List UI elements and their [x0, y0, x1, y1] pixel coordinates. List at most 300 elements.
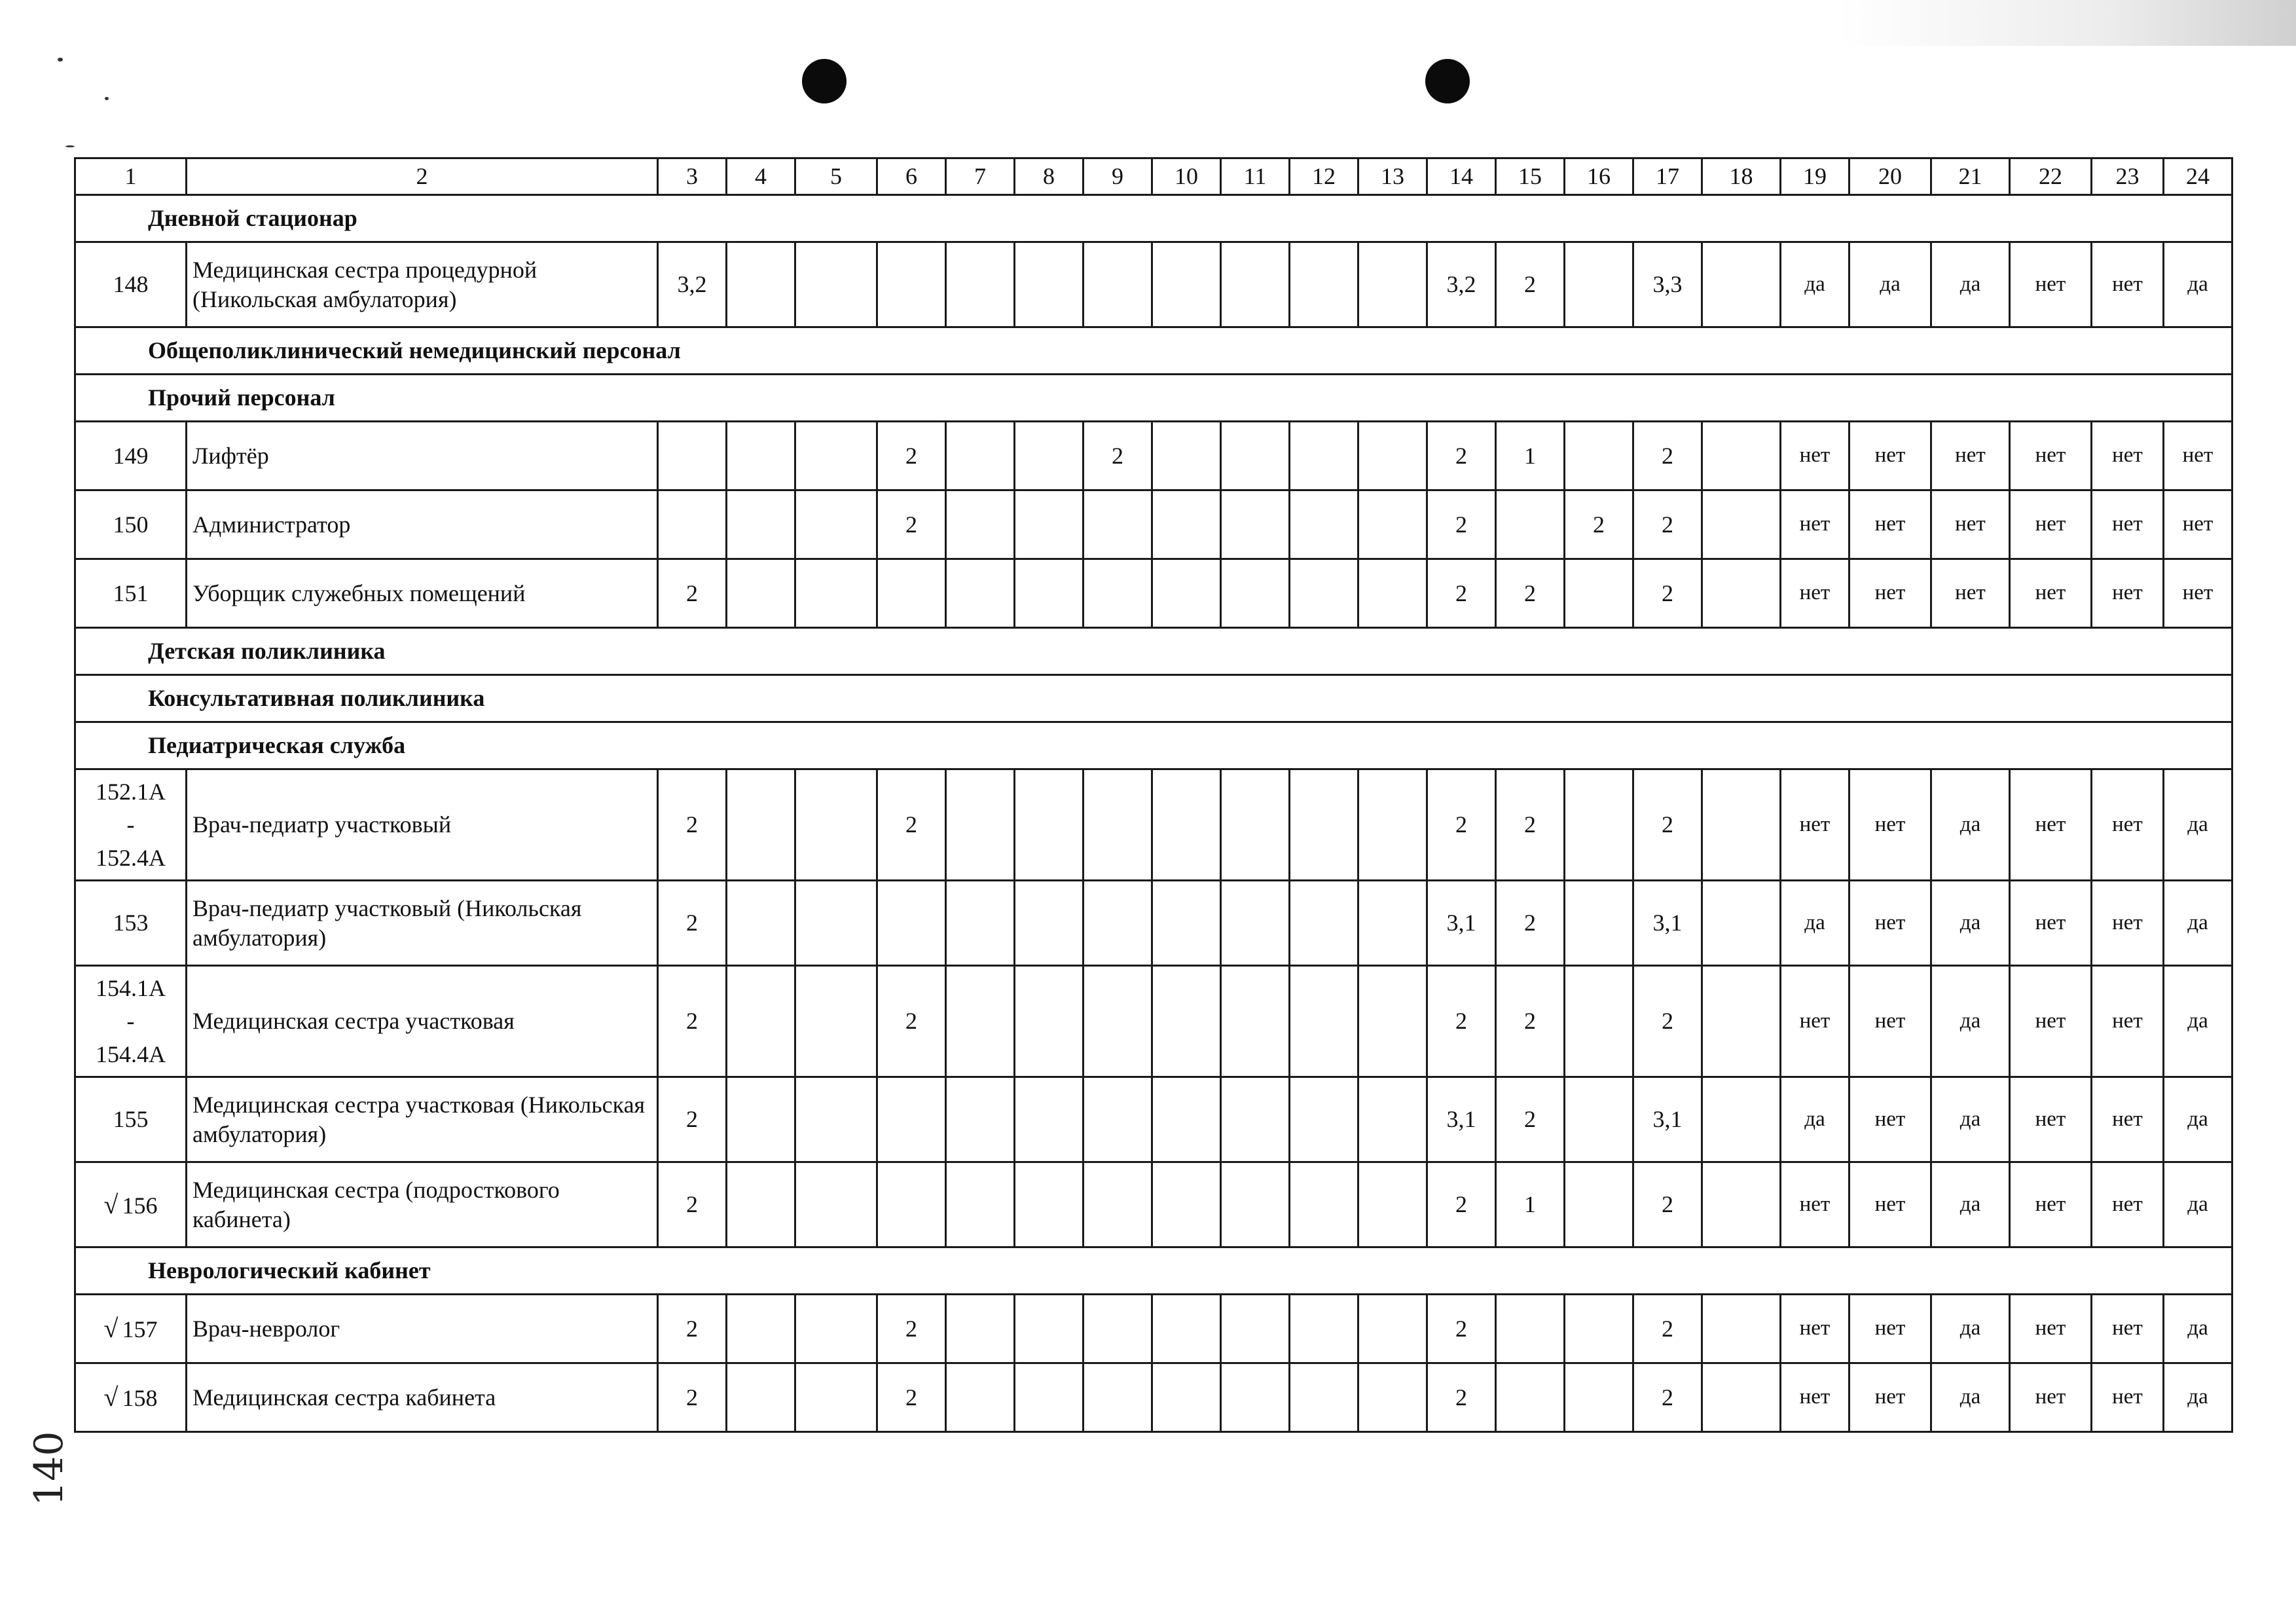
value-cell-col9: 2 [1084, 422, 1152, 490]
row-number-text: 156 [122, 1192, 158, 1219]
value-cell-col7 [946, 1077, 1015, 1162]
yes-no-cell-col19: нет [1781, 490, 1850, 559]
value-cell-col11 [1221, 1363, 1290, 1432]
value-cell-col17: 2 [1633, 422, 1702, 490]
position-name: Врач-педиатр участковый [187, 769, 658, 881]
value-cell-col6: 2 [877, 1295, 946, 1363]
value-cell-col6: 2 [877, 769, 946, 881]
value-cell-col18 [1702, 966, 1781, 1077]
value-cell-col14: 3,2 [1427, 242, 1496, 327]
value-cell-col18 [1702, 1295, 1781, 1363]
scan-speck [105, 97, 109, 100]
value-cell-col6: 2 [877, 966, 946, 1077]
yes-no-cell-col20: нет [1850, 1295, 1931, 1363]
value-cell-col5 [795, 422, 877, 490]
section-title: Дневной стационар [75, 195, 2232, 242]
value-cell-col17: 2 [1633, 559, 1702, 628]
yes-no-cell-col21: да [1931, 966, 2010, 1077]
yes-no-cell-col19: нет [1781, 1162, 1850, 1247]
value-cell-col10 [1152, 559, 1221, 628]
value-cell-col9 [1084, 769, 1152, 881]
value-cell-col15: 2 [1496, 881, 1565, 966]
column-number-7: 7 [946, 158, 1015, 195]
row-number-text: 153 [113, 910, 149, 936]
value-cell-col13 [1358, 966, 1427, 1077]
value-cell-col4 [727, 490, 795, 559]
yes-no-cell-col23: нет [2092, 1295, 2164, 1363]
table-row [75, 966, 2232, 1077]
value-cell-col3 [658, 490, 727, 559]
value-cell-col9 [1084, 490, 1152, 559]
yes-no-cell-col23: нет [2092, 1162, 2164, 1247]
value-cell-col5 [795, 1295, 877, 1363]
value-cell-col16 [1565, 559, 1633, 628]
value-cell-col8 [1015, 769, 1084, 881]
value-cell-col10 [1152, 242, 1221, 327]
yes-no-cell-col20: нет [1850, 422, 1931, 490]
position-name: Медицинская сестра (подросткового кабинета) [187, 1162, 658, 1247]
row-number [75, 490, 187, 559]
column-number-24: 24 [2164, 158, 2232, 195]
yes-no-cell-col24: нет [2164, 559, 2232, 628]
table-row [75, 1162, 2232, 1247]
value-cell-col15: 2 [1496, 559, 1565, 628]
value-cell-col11 [1221, 242, 1290, 327]
row-number-text: 150 [113, 511, 149, 538]
row-number [75, 1363, 187, 1432]
value-cell-col18 [1702, 1162, 1781, 1247]
value-cell-col6 [877, 881, 946, 966]
yes-no-cell-col19: нет [1781, 966, 1850, 1077]
value-cell-col6 [877, 559, 946, 628]
yes-no-cell-col22: нет [2010, 966, 2092, 1077]
yes-no-cell-col24: да [2164, 966, 2232, 1077]
value-cell-col3: 3,2 [658, 242, 727, 327]
section-title: Консультативная поликлиника [75, 675, 2232, 722]
column-number-15: 15 [1496, 158, 1565, 195]
column-number-13: 13 [1358, 158, 1427, 195]
yes-no-cell-col22: нет [2010, 1162, 2092, 1247]
value-cell-col9 [1084, 1162, 1152, 1247]
yes-no-cell-col19: нет [1781, 769, 1850, 881]
value-cell-col18 [1702, 1363, 1781, 1432]
yes-no-cell-col21: да [1931, 881, 2010, 966]
yes-no-cell-col23: нет [2092, 881, 2164, 966]
value-cell-col8 [1015, 490, 1084, 559]
handwritten-check-mark: √ [103, 1314, 118, 1343]
value-cell-col12 [1290, 422, 1358, 490]
value-cell-col16 [1565, 1162, 1633, 1247]
yes-no-cell-col20: да [1850, 242, 1931, 327]
value-cell-col17: 2 [1633, 1295, 1702, 1363]
value-cell-col3: 2 [658, 1363, 727, 1432]
value-cell-col3: 2 [658, 1295, 727, 1363]
value-cell-col16: 2 [1565, 490, 1633, 559]
row-number [75, 1295, 187, 1363]
value-cell-col3: 2 [658, 1162, 727, 1247]
section-row [75, 1247, 2232, 1295]
yes-no-cell-col24: нет [2164, 422, 2232, 490]
value-cell-col5 [795, 881, 877, 966]
column-number-2: 2 [187, 158, 658, 195]
value-cell-col14: 2 [1427, 966, 1496, 1077]
value-cell-col13 [1358, 559, 1427, 628]
yes-no-cell-col22: нет [2010, 490, 2092, 559]
value-cell-col16 [1565, 769, 1633, 881]
value-cell-col5 [795, 242, 877, 327]
position-name: Медицинская сестра участковая [187, 966, 658, 1077]
value-cell-col18 [1702, 422, 1781, 490]
value-cell-col18 [1702, 769, 1781, 881]
value-cell-col7 [946, 1162, 1015, 1247]
value-cell-col5 [795, 769, 877, 881]
value-cell-col14: 2 [1427, 559, 1496, 628]
value-cell-col14: 2 [1427, 769, 1496, 881]
value-cell-col4 [727, 1295, 795, 1363]
punch-hole-left [802, 59, 847, 103]
yes-no-cell-col22: нет [2010, 1295, 2092, 1363]
yes-no-cell-col22: нет [2010, 769, 2092, 881]
yes-no-cell-col24: да [2164, 769, 2232, 881]
value-cell-col9 [1084, 1295, 1152, 1363]
value-cell-col12 [1290, 966, 1358, 1077]
yes-no-cell-col22: нет [2010, 422, 2092, 490]
value-cell-col11 [1221, 966, 1290, 1077]
section-title: Педиатрическая служба [75, 722, 2232, 769]
value-cell-col4 [727, 559, 795, 628]
value-cell-col9 [1084, 881, 1152, 966]
value-cell-col13 [1358, 1363, 1427, 1432]
row-number [75, 559, 187, 628]
section-row [75, 722, 2232, 769]
value-cell-col7 [946, 490, 1015, 559]
value-cell-col10 [1152, 422, 1221, 490]
yes-no-cell-col20: нет [1850, 1162, 1931, 1247]
table-row [75, 490, 2232, 559]
row-number-text: 151 [113, 580, 149, 606]
yes-no-cell-col23: нет [2092, 490, 2164, 559]
yes-no-cell-col19: нет [1781, 422, 1850, 490]
value-cell-col15 [1496, 1295, 1565, 1363]
position-name: Медицинская сестра процедурной (Никольская амбулатория) [187, 242, 658, 327]
yes-no-cell-col19: да [1781, 1077, 1850, 1162]
row-number-text: 149 [113, 442, 149, 469]
section-row [75, 327, 2232, 375]
value-cell-col3: 2 [658, 1077, 727, 1162]
yes-no-cell-col24: нет [2164, 490, 2232, 559]
yes-no-cell-col23: нет [2092, 559, 2164, 628]
column-number-16: 16 [1565, 158, 1633, 195]
value-cell-col11 [1221, 1077, 1290, 1162]
value-cell-col13 [1358, 242, 1427, 327]
yes-no-cell-col24: да [2164, 1363, 2232, 1432]
value-cell-col13 [1358, 422, 1427, 490]
row-number-text: 155 [113, 1106, 149, 1132]
value-cell-col3: 2 [658, 559, 727, 628]
value-cell-col15: 1 [1496, 1162, 1565, 1247]
value-cell-col18 [1702, 1077, 1781, 1162]
value-cell-col7 [946, 1295, 1015, 1363]
value-cell-col5 [795, 966, 877, 1077]
table-row [75, 1363, 2232, 1432]
value-cell-col17: 3,3 [1633, 242, 1702, 327]
yes-no-cell-col21: да [1931, 1162, 2010, 1247]
row-number [75, 1162, 187, 1247]
section-row [75, 675, 2232, 722]
yes-no-cell-col24: да [2164, 1162, 2232, 1247]
yes-no-cell-col20: нет [1850, 966, 1931, 1077]
value-cell-col10 [1152, 490, 1221, 559]
value-cell-col9 [1084, 966, 1152, 1077]
row-number [75, 881, 187, 966]
value-cell-col9 [1084, 1363, 1152, 1432]
row-number [75, 242, 187, 327]
table-row [75, 242, 2232, 327]
yes-no-cell-col21: нет [1931, 422, 2010, 490]
column-number-1: 1 [75, 158, 187, 195]
yes-no-cell-col19: нет [1781, 1363, 1850, 1432]
value-cell-col6: 2 [877, 1363, 946, 1432]
column-number-20: 20 [1850, 158, 1931, 195]
value-cell-col10 [1152, 966, 1221, 1077]
yes-no-cell-col19: нет [1781, 559, 1850, 628]
yes-no-cell-col20: нет [1850, 559, 1931, 628]
column-number-9: 9 [1084, 158, 1152, 195]
value-cell-col14: 3,1 [1427, 881, 1496, 966]
value-cell-col10 [1152, 1077, 1221, 1162]
value-cell-col10 [1152, 1295, 1221, 1363]
value-cell-col5 [795, 559, 877, 628]
column-number-11: 11 [1221, 158, 1290, 195]
value-cell-col8 [1015, 422, 1084, 490]
punch-hole-right [1425, 59, 1470, 103]
value-cell-col13 [1358, 881, 1427, 966]
value-cell-col8 [1015, 1162, 1084, 1247]
column-number-23: 23 [2092, 158, 2164, 195]
value-cell-col16 [1565, 1363, 1633, 1432]
table-row [75, 1295, 2232, 1363]
value-cell-col9 [1084, 1077, 1152, 1162]
column-number-19: 19 [1781, 158, 1850, 195]
value-cell-col12 [1290, 1162, 1358, 1247]
column-number-6: 6 [877, 158, 946, 195]
value-cell-col4 [727, 422, 795, 490]
value-cell-col12 [1290, 881, 1358, 966]
value-cell-col11 [1221, 769, 1290, 881]
position-name: Врач-педиатр участковый (Никольская амбулатория) [187, 881, 658, 966]
yes-no-cell-col20: нет [1850, 769, 1931, 881]
value-cell-col18 [1702, 559, 1781, 628]
row-number [75, 1077, 187, 1162]
value-cell-col13 [1358, 1162, 1427, 1247]
value-cell-col14: 2 [1427, 1363, 1496, 1432]
value-cell-col14: 2 [1427, 490, 1496, 559]
column-number-8: 8 [1015, 158, 1084, 195]
yes-no-cell-col22: нет [2010, 1363, 2092, 1432]
table-row [75, 559, 2232, 628]
value-cell-col12 [1290, 1077, 1358, 1162]
value-cell-col6: 2 [877, 422, 946, 490]
value-cell-col14: 3,1 [1427, 1077, 1496, 1162]
value-cell-col13 [1358, 1295, 1427, 1363]
value-cell-col8 [1015, 242, 1084, 327]
yes-no-cell-col22: нет [2010, 1077, 2092, 1162]
value-cell-col8 [1015, 966, 1084, 1077]
yes-no-cell-col22: нет [2010, 559, 2092, 628]
yes-no-cell-col22: нет [2010, 242, 2092, 327]
value-cell-col5 [795, 1162, 877, 1247]
value-cell-col12 [1290, 1295, 1358, 1363]
value-cell-col13 [1358, 769, 1427, 881]
scan-speck [65, 145, 75, 147]
column-number-3: 3 [658, 158, 727, 195]
column-number-12: 12 [1290, 158, 1358, 195]
value-cell-col9 [1084, 242, 1152, 327]
value-cell-col8 [1015, 1077, 1084, 1162]
value-cell-col16 [1565, 881, 1633, 966]
value-cell-col15: 2 [1496, 769, 1565, 881]
value-cell-col7 [946, 422, 1015, 490]
value-cell-col9 [1084, 559, 1152, 628]
section-row [75, 195, 2232, 242]
value-cell-col12 [1290, 1363, 1358, 1432]
value-cell-col11 [1221, 1295, 1290, 1363]
value-cell-col11 [1221, 490, 1290, 559]
value-cell-col7 [946, 769, 1015, 881]
value-cell-col18 [1702, 490, 1781, 559]
yes-no-cell-col21: нет [1931, 490, 2010, 559]
yes-no-cell-col19: да [1781, 242, 1850, 327]
value-cell-col17: 2 [1633, 490, 1702, 559]
value-cell-col14: 2 [1427, 422, 1496, 490]
value-cell-col10 [1152, 1363, 1221, 1432]
value-cell-col13 [1358, 1077, 1427, 1162]
value-cell-col16 [1565, 1295, 1633, 1363]
section-row [75, 375, 2232, 422]
value-cell-col6 [877, 1162, 946, 1247]
yes-no-cell-col20: нет [1850, 881, 1931, 966]
value-cell-col11 [1221, 559, 1290, 628]
section-title: Прочий персонал [75, 375, 2232, 422]
value-cell-col3: 2 [658, 966, 727, 1077]
value-cell-col12 [1290, 242, 1358, 327]
value-cell-col15: 2 [1496, 242, 1565, 327]
value-cell-col15: 2 [1496, 1077, 1565, 1162]
row-number [75, 966, 187, 1077]
position-name: Медицинская сестра кабинета [187, 1363, 658, 1432]
value-cell-col10 [1152, 769, 1221, 881]
value-cell-col7 [946, 881, 1015, 966]
value-cell-col8 [1015, 1363, 1084, 1432]
value-cell-col13 [1358, 490, 1427, 559]
yes-no-cell-col24: да [2164, 881, 2232, 966]
value-cell-col17: 3,1 [1633, 881, 1702, 966]
value-cell-col6 [877, 242, 946, 327]
yes-no-cell-col21: да [1931, 769, 2010, 881]
row-number-text: 154.1А - 154.4А [96, 974, 166, 1067]
value-cell-col3: 2 [658, 881, 727, 966]
column-number-18: 18 [1702, 158, 1781, 195]
section-title: Неврологический кабинет [75, 1247, 2232, 1295]
yes-no-cell-col23: нет [2092, 422, 2164, 490]
value-cell-col4 [727, 1162, 795, 1247]
column-number-21: 21 [1931, 158, 2010, 195]
value-cell-col12 [1290, 559, 1358, 628]
row-number-text: 157 [122, 1316, 158, 1342]
scan-speck [58, 58, 63, 62]
table-row [75, 422, 2232, 490]
yes-no-cell-col23: нет [2092, 242, 2164, 327]
value-cell-col16 [1565, 422, 1633, 490]
position-name: Лифтёр [187, 422, 658, 490]
value-cell-col8 [1015, 559, 1084, 628]
value-cell-col3: 2 [658, 769, 727, 881]
value-cell-col3 [658, 422, 727, 490]
value-cell-col17: 2 [1633, 1363, 1702, 1432]
table-row [75, 881, 2232, 966]
value-cell-col12 [1290, 769, 1358, 881]
yes-no-cell-col21: да [1931, 1077, 2010, 1162]
value-cell-col7 [946, 559, 1015, 628]
yes-no-cell-col19: нет [1781, 1295, 1850, 1363]
value-cell-col11 [1221, 881, 1290, 966]
header-row [75, 158, 2232, 195]
value-cell-col6: 2 [877, 490, 946, 559]
row-number-text: 158 [122, 1385, 158, 1411]
value-cell-col14: 2 [1427, 1162, 1496, 1247]
row-number-text: 148 [113, 271, 149, 297]
value-cell-col5 [795, 490, 877, 559]
value-cell-col17: 2 [1633, 1162, 1702, 1247]
position-name: Врач-невролог [187, 1295, 658, 1363]
yes-no-cell-col23: нет [2092, 1363, 2164, 1432]
yes-no-cell-col24: да [2164, 1295, 2232, 1363]
yes-no-cell-col21: нет [1931, 559, 2010, 628]
value-cell-col4 [727, 1077, 795, 1162]
value-cell-col17: 2 [1633, 966, 1702, 1077]
column-number-14: 14 [1427, 158, 1496, 195]
yes-no-cell-col20: нет [1850, 1363, 1931, 1432]
value-cell-col17: 3,1 [1633, 1077, 1702, 1162]
value-cell-col14: 2 [1427, 1295, 1496, 1363]
value-cell-col4 [727, 966, 795, 1077]
position-name: Администратор [187, 490, 658, 559]
value-cell-col8 [1015, 881, 1084, 966]
column-number-4: 4 [727, 158, 795, 195]
value-cell-col17: 2 [1633, 769, 1702, 881]
yes-no-cell-col21: да [1931, 242, 2010, 327]
value-cell-col4 [727, 242, 795, 327]
value-cell-col7 [946, 966, 1015, 1077]
value-cell-col5 [795, 1363, 877, 1432]
value-cell-col18 [1702, 242, 1781, 327]
yes-no-cell-col20: нет [1850, 490, 1931, 559]
row-number [75, 769, 187, 881]
value-cell-col16 [1565, 1077, 1633, 1162]
table-row [75, 1077, 2232, 1162]
yes-no-cell-col22: нет [2010, 881, 2092, 966]
row-number [75, 422, 187, 490]
value-cell-col4 [727, 881, 795, 966]
value-cell-col16 [1565, 966, 1633, 1077]
value-cell-col15 [1496, 1363, 1565, 1432]
section-title: Общеполиклинический немедицинский персонал [75, 327, 2232, 375]
value-cell-col7 [946, 1363, 1015, 1432]
column-number-17: 17 [1633, 158, 1702, 195]
yes-no-cell-col20: нет [1850, 1077, 1931, 1162]
yes-no-cell-col24: да [2164, 242, 2232, 327]
position-name: Медицинская сестра участковая (Никольская амбулатория) [187, 1077, 658, 1162]
